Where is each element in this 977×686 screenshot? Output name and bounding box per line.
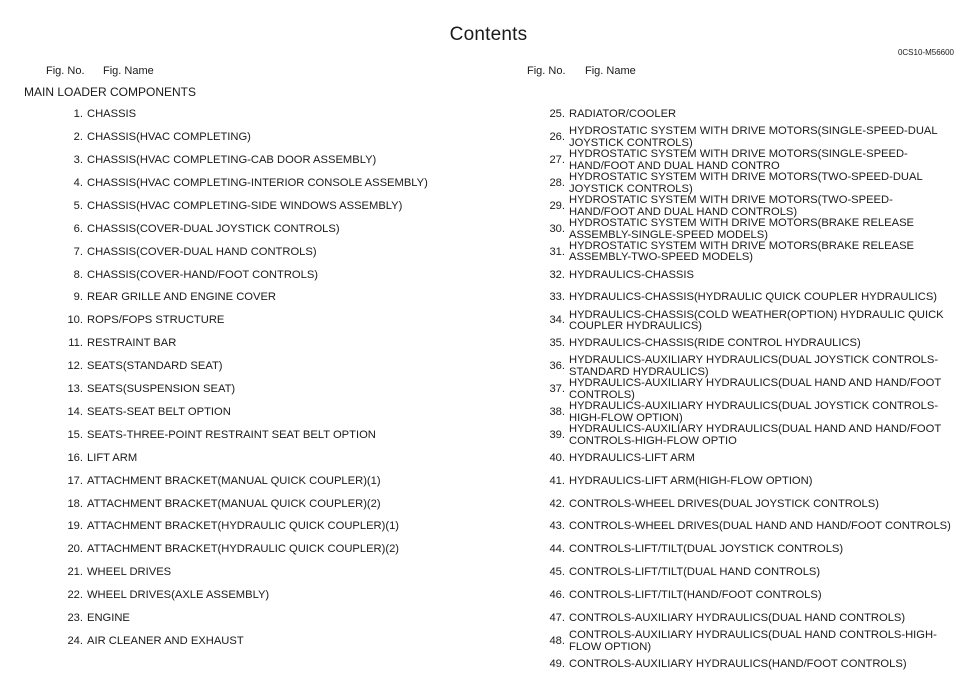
entry-number: 45. — [549, 566, 565, 579]
entry-name: ATTACHMENT BRACKET(HYDRAULIC QUICK COUPLER)(1) — [87, 520, 400, 533]
entry-name: HYDROSTATIC SYSTEM WITH DRIVE MOTORS(BRAKE RELEASE ASSEMBLY-TWO-SPEED MODELS) — [569, 239, 914, 264]
toc-entry[interactable] — [61, 218, 481, 241]
entry-number: 17. — [67, 474, 83, 487]
entry-number: 32. — [549, 268, 565, 281]
toc-entry[interactable] — [61, 424, 481, 447]
entry-name: HYDROSTATIC SYSTEM WITH DRIVE MOTORS(SINGLE-SPEED-DUAL JOYSTICK CONTROLS) — [569, 125, 938, 149]
entry-name: CHASSIS(HVAC COMPLETING-CAB DOOR ASSEMBLY) — [87, 154, 377, 167]
left-header-fig-no: Fig. No. — [46, 65, 85, 77]
toc-entry[interactable] — [61, 584, 481, 607]
toc-entry[interactable] — [543, 310, 953, 333]
entry-name: CONTROLS-WHEEL DRIVES(DUAL JOYSTICK CONTROLS) — [569, 497, 879, 510]
toc-entry[interactable] — [543, 584, 953, 607]
entry-name: ROPS/FOPS STRUCTURE — [87, 314, 225, 327]
toc-entry[interactable] — [61, 562, 481, 585]
entry-name: AIR CLEANER AND EXHAUST — [87, 634, 244, 647]
entry-name: SEATS(SUSPENSION SEAT) — [87, 383, 236, 396]
entry-name: ATTACHMENT BRACKET(MANUAL QUICK COUPLER)(1) — [87, 474, 381, 487]
entry-number: 27. — [549, 154, 565, 167]
entry-number: 9. — [73, 291, 83, 304]
toc-entry[interactable] — [543, 562, 953, 585]
toc-entry[interactable] — [61, 539, 481, 562]
toc-entry[interactable] — [543, 653, 953, 676]
toc-entry[interactable] — [61, 470, 481, 493]
entry-number: 25. — [549, 108, 565, 121]
left-header-fig-name: Fig. Name — [103, 65, 154, 77]
entry-number: 31. — [549, 245, 565, 258]
entry-name: CONTROLS-AUXILIARY HYDRAULICS(DUAL HAND CONTROLS-HIGH-FLOW OPTION) — [569, 629, 937, 653]
entry-number: 6. — [73, 222, 83, 235]
entry-number: 15. — [67, 428, 83, 441]
entry-number: 22. — [67, 589, 83, 602]
entry-number: 18. — [67, 497, 83, 510]
entry-number: 20. — [67, 543, 83, 556]
toc-entry[interactable] — [543, 630, 953, 653]
section-label: MAIN LOADER COMPONENTS — [24, 85, 197, 99]
entry-name: HYDRAULICS-AUXILIARY HYDRAULICS(DUAL HAND AND HAND/FOOT CONTROLS-HIGH-FLOW OPTIO — [569, 423, 941, 447]
entry-number: 11. — [68, 337, 83, 350]
entry-number: 40. — [549, 451, 565, 464]
entry-name: RESTRAINT BAR — [87, 337, 177, 350]
toc-entry[interactable] — [543, 172, 953, 195]
toc-entry[interactable] — [61, 104, 481, 127]
entry-number: 46. — [549, 589, 565, 602]
toc-entry[interactable] — [61, 493, 481, 516]
entry-name: CHASSIS(COVER-DUAL JOYSTICK CONTROLS) — [87, 222, 340, 235]
toc-entry[interactable] — [543, 424, 953, 447]
entry-name: CONTROLS-LIFT/TILT(DUAL JOYSTICK CONTROLS) — [569, 543, 844, 556]
entry-number: 8. — [73, 268, 83, 281]
toc-entry[interactable] — [543, 333, 953, 356]
document-code: 0CS10-M56600 — [897, 48, 954, 57]
entry-number: 47. — [549, 612, 565, 625]
entry-number: 7. — [73, 245, 83, 258]
toc-entry[interactable] — [61, 516, 481, 539]
toc-entry[interactable] — [543, 264, 953, 287]
entry-number: 38. — [549, 405, 565, 418]
entry-number: 44. — [549, 543, 565, 556]
toc-entry[interactable] — [543, 493, 953, 516]
toc-entry[interactable] — [61, 149, 481, 172]
entry-number: 42. — [549, 497, 565, 510]
entry-name: CHASSIS(HVAC COMPLETING-INTERIOR CONSOLE ASSEMBLY) — [87, 176, 428, 189]
toc-entry[interactable] — [543, 287, 953, 310]
entry-number: 43. — [549, 520, 565, 533]
entry-number: 5. — [73, 199, 83, 212]
entry-name: CONTROLS-AUXILIARY HYDRAULICS(DUAL HAND CONTROLS) — [569, 612, 906, 625]
toc-entry[interactable] — [543, 470, 953, 493]
entry-name: CHASSIS(COVER-HAND/FOOT CONTROLS) — [87, 268, 319, 281]
entry-name: HYDRAULICS-CHASSIS — [569, 268, 694, 281]
toc-entry[interactable] — [61, 264, 481, 287]
toc-entry[interactable] — [543, 378, 953, 401]
entry-number: 24. — [67, 634, 83, 647]
entry-name: ATTACHMENT BRACKET(MANUAL QUICK COUPLER)(2) — [87, 497, 381, 510]
entry-name: CONTROLS-WHEEL DRIVES(DUAL HAND AND HAND/FOOT CONTROLS) — [569, 520, 951, 533]
entry-number: 1. — [73, 108, 83, 121]
entry-number: 36. — [549, 360, 565, 373]
right-header-fig-name: Fig. Name — [585, 65, 636, 77]
entry-name: CHASSIS(HVAC COMPLETING-SIDE WINDOWS ASSEMBLY) — [87, 199, 403, 212]
entry-name: HYDRAULICS-LIFT ARM(HIGH-FLOW OPTION) — [569, 474, 813, 487]
entry-number: 49. — [549, 657, 565, 670]
entry-number: 2. — [73, 131, 83, 144]
toc-entry[interactable] — [61, 378, 481, 401]
entry-name: HYDRAULICS-CHASSIS(COLD WEATHER(OPTION) HYDRAULIC QUICK COUPLER HYDRAULICS) — [569, 308, 944, 333]
entry-name: HYDRAULICS-LIFT ARM — [569, 451, 695, 464]
entry-name: SEATS-SEAT BELT OPTION — [87, 405, 231, 418]
toc-entry[interactable] — [61, 241, 481, 264]
toc-entry[interactable] — [543, 195, 953, 218]
entry-name: CHASSIS(HVAC COMPLETING) — [87, 131, 251, 144]
entry-name: REAR GRILLE AND ENGINE COVER — [87, 291, 276, 304]
entry-name: CONTROLS-LIFT/TILT(DUAL HAND CONTROLS) — [569, 566, 821, 579]
entry-number: 13. — [67, 383, 83, 396]
toc-entry[interactable] — [543, 126, 953, 149]
toc-entry[interactable] — [61, 401, 481, 424]
entry-name: HYDRAULICS-CHASSIS(RIDE CONTROL HYDRAULICS) — [569, 337, 861, 350]
right-header-fig-no: Fig. No. — [527, 65, 566, 77]
entry-name: CONTROLS-AUXILIARY HYDRAULICS(HAND/FOOT CONTROLS) — [569, 657, 907, 670]
toc-entry[interactable] — [61, 607, 481, 630]
entry-name: SEATS(STANDARD SEAT) — [87, 360, 223, 373]
entry-name: SEATS-THREE-POINT RESTRAINT SEAT BELT OPTION — [87, 428, 376, 441]
entry-name: WHEEL DRIVES — [87, 566, 172, 579]
toc-entry[interactable] — [543, 516, 953, 539]
toc-entry[interactable] — [543, 104, 953, 127]
entry-name: WHEEL DRIVES(AXLE ASSEMBLY) — [87, 589, 270, 602]
page-title: Contents — [449, 24, 528, 45]
entry-name: HYDRAULICS-AUXILIARY HYDRAULICS(DUAL HAND AND HAND/FOOT CONTROLS) — [569, 377, 941, 401]
toc-entry[interactable] — [61, 333, 481, 356]
entry-number: 29. — [549, 199, 565, 212]
toc-entry[interactable] — [61, 447, 481, 470]
entry-name: HYDRAULICS-CHASSIS(HYDRAULIC QUICK COUPLER HYDRAULICS) — [569, 291, 938, 304]
toc-entry[interactable] — [543, 218, 953, 241]
entry-number: 33. — [549, 291, 565, 304]
entry-number: 30. — [549, 222, 565, 235]
entry-number: 21. — [67, 566, 83, 579]
entry-number: 16. — [67, 451, 83, 464]
entry-name: HYDROSTATIC SYSTEM WITH DRIVE MOTORS(TWO-SPEED-DUAL JOYSTICK CONTROLS) — [569, 171, 923, 195]
entry-number: 12. — [67, 360, 83, 373]
toc-entry[interactable] — [543, 539, 953, 562]
entry-name: HYDROSTATIC SYSTEM WITH DRIVE MOTORS(TWO-SPEED-HAND/FOOT AND DUAL HAND CONTROLS) — [569, 194, 893, 218]
entry-number: 3. — [73, 154, 83, 167]
toc-entry[interactable] — [61, 630, 481, 653]
toc-entry[interactable] — [543, 447, 953, 470]
toc-entry[interactable] — [61, 310, 481, 333]
entry-number: 4. — [73, 176, 83, 189]
toc-entry[interactable] — [61, 195, 481, 218]
entry-name: HYDROSTATIC SYSTEM WITH DRIVE MOTORS(BRAKE RELEASE ASSEMBLY-SINGLE-SPEED MODELS) — [569, 217, 914, 241]
entry-number: 35. — [549, 337, 565, 350]
entry-name: HYDROSTATIC SYSTEM WITH DRIVE MOTORS(SINGLE-SPEED-HAND/FOOT AND DUAL HAND CONTRO — [569, 148, 908, 172]
entry-number: 34. — [549, 314, 565, 327]
entry-number: 28. — [549, 176, 565, 189]
entry-name: HYDRAULICS-AUXILIARY HYDRAULICS(DUAL JOYSTICK CONTROLS-HIGH-FLOW OPTION) — [569, 400, 939, 424]
toc-entry[interactable] — [61, 126, 481, 149]
toc-entry[interactable] — [61, 355, 481, 378]
entry-name: HYDRAULICS-AUXILIARY HYDRAULICS(DUAL JOYSTICK CONTROLS-STANDARD HYDRAULICS) — [569, 354, 939, 378]
toc-entry[interactable] — [543, 241, 953, 264]
entry-number: 19. — [67, 520, 83, 533]
entry-name: ENGINE — [87, 612, 130, 625]
entry-number: 48. — [549, 634, 565, 647]
entry-number: 26. — [549, 131, 565, 144]
entry-name: LIFT ARM — [87, 451, 138, 464]
toc-entry[interactable] — [61, 287, 481, 310]
entry-name: CONTROLS-LIFT/TILT(HAND/FOOT CONTROLS) — [569, 589, 822, 602]
toc-entry[interactable] — [543, 607, 953, 630]
entry-number: 14. — [67, 405, 83, 418]
entry-name: CHASSIS — [87, 108, 137, 121]
toc-entry[interactable] — [543, 401, 953, 424]
toc-entry[interactable] — [61, 172, 481, 195]
entry-name: ATTACHMENT BRACKET(HYDRAULIC QUICK COUPLER)(2) — [87, 543, 400, 556]
entry-number: 39. — [549, 428, 565, 441]
toc-entry[interactable] — [543, 355, 953, 378]
toc-entry[interactable] — [543, 149, 953, 172]
entry-name: CHASSIS(COVER-DUAL HAND CONTROLS) — [87, 245, 317, 258]
entry-number: 37. — [549, 383, 565, 396]
entry-number: 41. — [549, 474, 565, 487]
entry-number: 10. — [67, 314, 83, 327]
entry-name: RADIATOR/COOLER — [569, 108, 677, 121]
entry-number: 23. — [67, 612, 83, 625]
